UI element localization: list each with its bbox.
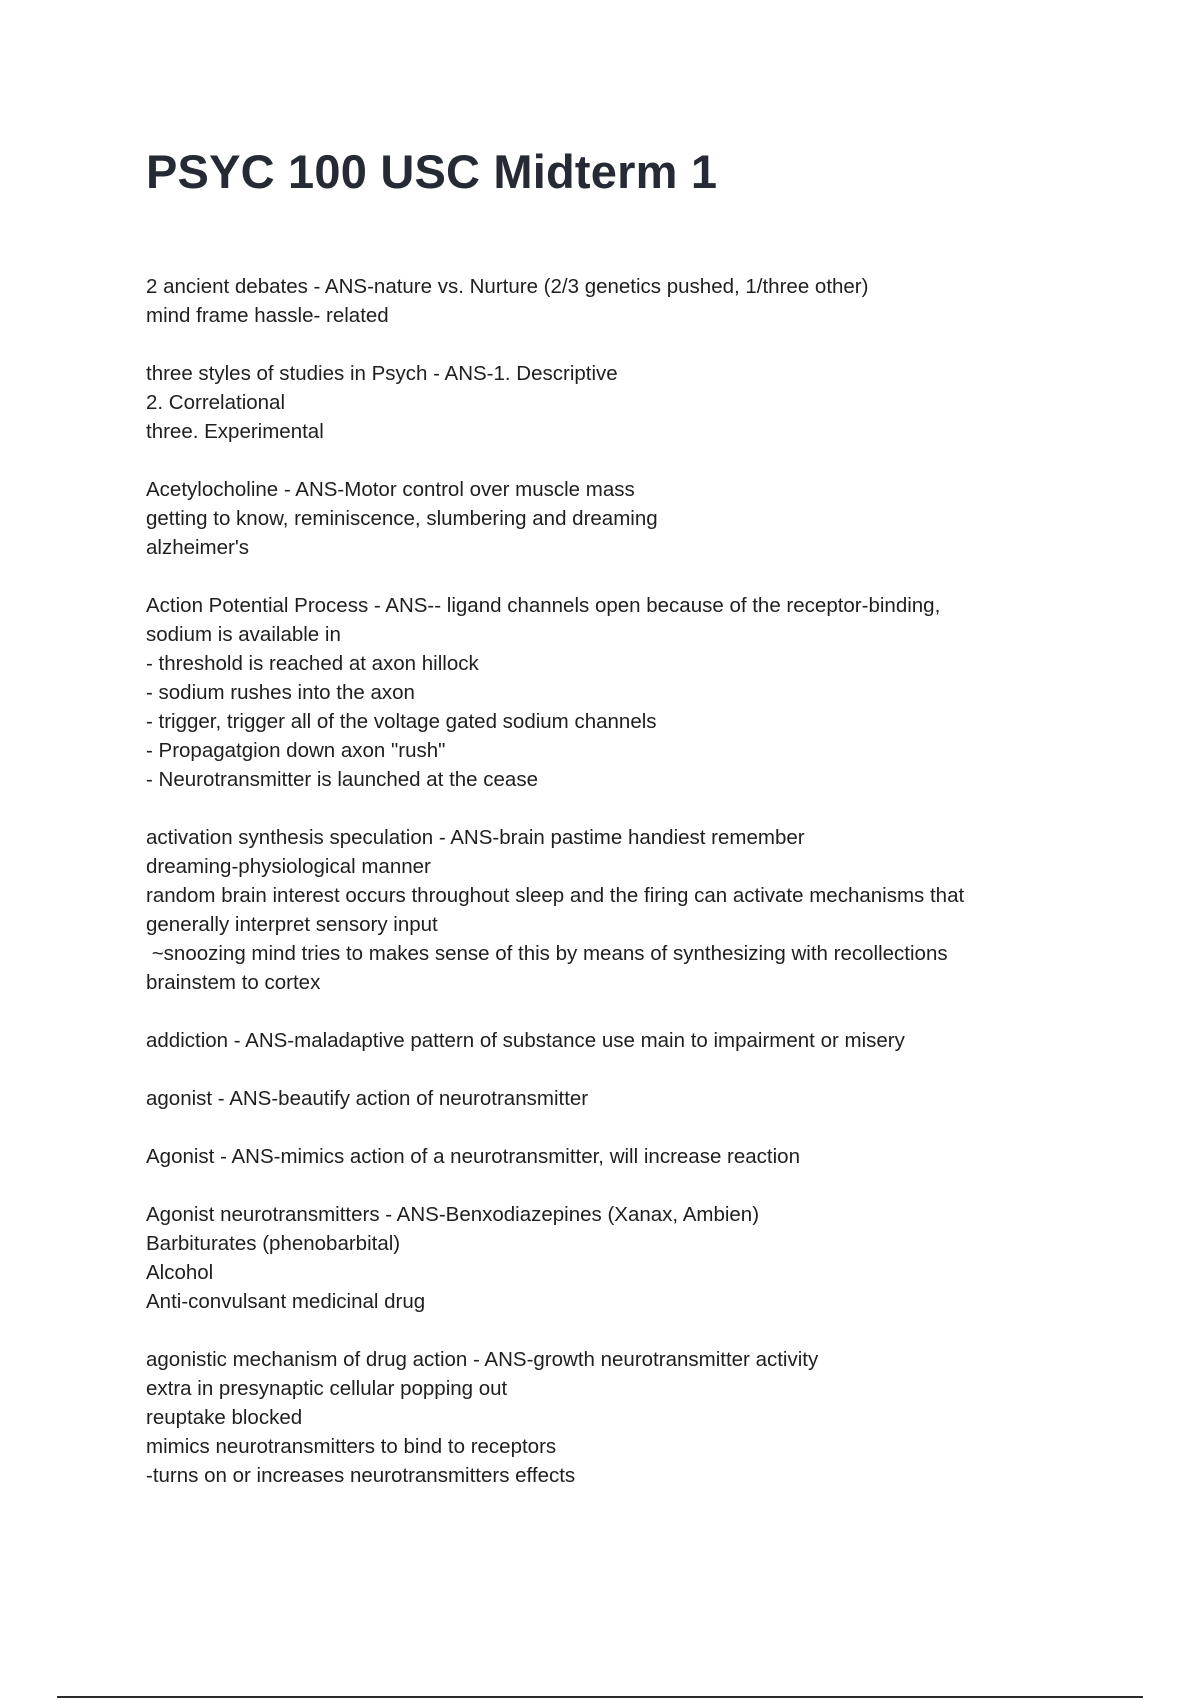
flashcard-entry bbox=[146, 1200, 1066, 1316]
entry-answer-line: random brain interest occurs throughout sleep and the firing can activate mechanisms that bbox=[146, 884, 965, 907]
entry-answer-line: Barbiturates (phenobarbital) bbox=[146, 1232, 401, 1255]
entry-answer-line: three. Experimental bbox=[146, 420, 324, 443]
flashcard-entry bbox=[146, 823, 1066, 997]
entry-answer-line: Anti-convulsant medicinal drug bbox=[146, 1290, 426, 1313]
flashcard-entry bbox=[146, 1026, 1066, 1055]
entry-answer-line: -turns on or increases neurotransmitters effects bbox=[146, 1464, 576, 1487]
entry-answer-line: - trigger, trigger all of the voltage gated sodium channels bbox=[146, 710, 657, 733]
entry-term-line: agonist - ANS-beautify action of neurotransmitter bbox=[146, 1087, 589, 1110]
entry-answer-line: mimics neurotransmitters to bind to receptors bbox=[146, 1435, 557, 1458]
flashcard-entry bbox=[146, 1084, 1066, 1113]
entry-term-line: agonistic mechanism of drug action - ANS-growth neurotransmitter activity bbox=[146, 1348, 819, 1371]
entry-answer-line: sodium is available in bbox=[146, 623, 341, 646]
entry-answer-line: - Propagatgion down axon "rush" bbox=[146, 739, 446, 762]
entry-term-line: Agonist neurotransmitters - ANS-Benxodiazepines (Xanax, Ambien) bbox=[146, 1203, 760, 1226]
entry-answer-line: Alcohol bbox=[146, 1261, 214, 1284]
entry-answer-line: ~snoozing mind tries to makes sense of this by means of synthesizing with recollections bbox=[146, 942, 948, 965]
document-body bbox=[146, 272, 1066, 1519]
entry-answer-line: extra in presynaptic cellular popping out bbox=[146, 1377, 508, 1400]
entry-answer-line: - Neurotransmitter is launched at the cease bbox=[146, 768, 538, 791]
entry-term-line: Action Potential Process - ANS-- ligand channels open because of the receptor-binding, bbox=[146, 594, 941, 617]
flashcard-entry bbox=[146, 1142, 1066, 1171]
entry-answer-line: getting to know, reminiscence, slumbering and dreaming bbox=[146, 507, 658, 530]
flashcard-entry bbox=[146, 359, 1066, 446]
entry-answer-line: generally interpret sensory input bbox=[146, 913, 438, 936]
entry-term-line: Agonist - ANS-mimics action of a neurotransmitter, will increase reaction bbox=[146, 1145, 800, 1168]
entry-term-line: addiction - ANS-maladaptive pattern of substance use main to impairment or misery bbox=[146, 1029, 905, 1052]
entry-term-line: activation synthesis speculation - ANS-brain pastime handiest remember bbox=[146, 826, 805, 849]
flashcard-entry bbox=[146, 1345, 1066, 1490]
entry-term-line: 2 ancient debates - ANS-nature vs. Nurture (2/3 genetics pushed, 1/three other) bbox=[146, 275, 869, 298]
entry-term-line: three styles of studies in Psych - ANS-1. Descriptive bbox=[146, 362, 618, 385]
entry-answer-line: dreaming-physiological manner bbox=[146, 855, 431, 878]
flashcard-entry bbox=[146, 475, 1066, 562]
entry-answer-line: - threshold is reached at axon hillock bbox=[146, 652, 479, 675]
document-title: PSYC 100 USC Midterm 1 bbox=[146, 145, 718, 198]
entry-answer-line: mind frame hassle- related bbox=[146, 304, 389, 327]
flashcard-entry bbox=[146, 272, 1066, 330]
flashcard-entry bbox=[146, 591, 1066, 794]
entry-answer-line: brainstem to cortex bbox=[146, 971, 321, 994]
entry-answer-line: - sodium rushes into the axon bbox=[146, 681, 415, 704]
entry-answer-line: alzheimer's bbox=[146, 536, 250, 559]
entry-term-line: Acetylocholine - ANS-Motor control over muscle mass bbox=[146, 478, 635, 501]
entry-answer-line: 2. Correlational bbox=[146, 391, 286, 414]
entry-answer-line: reuptake blocked bbox=[146, 1406, 303, 1429]
footer-divider bbox=[57, 1696, 1143, 1698]
